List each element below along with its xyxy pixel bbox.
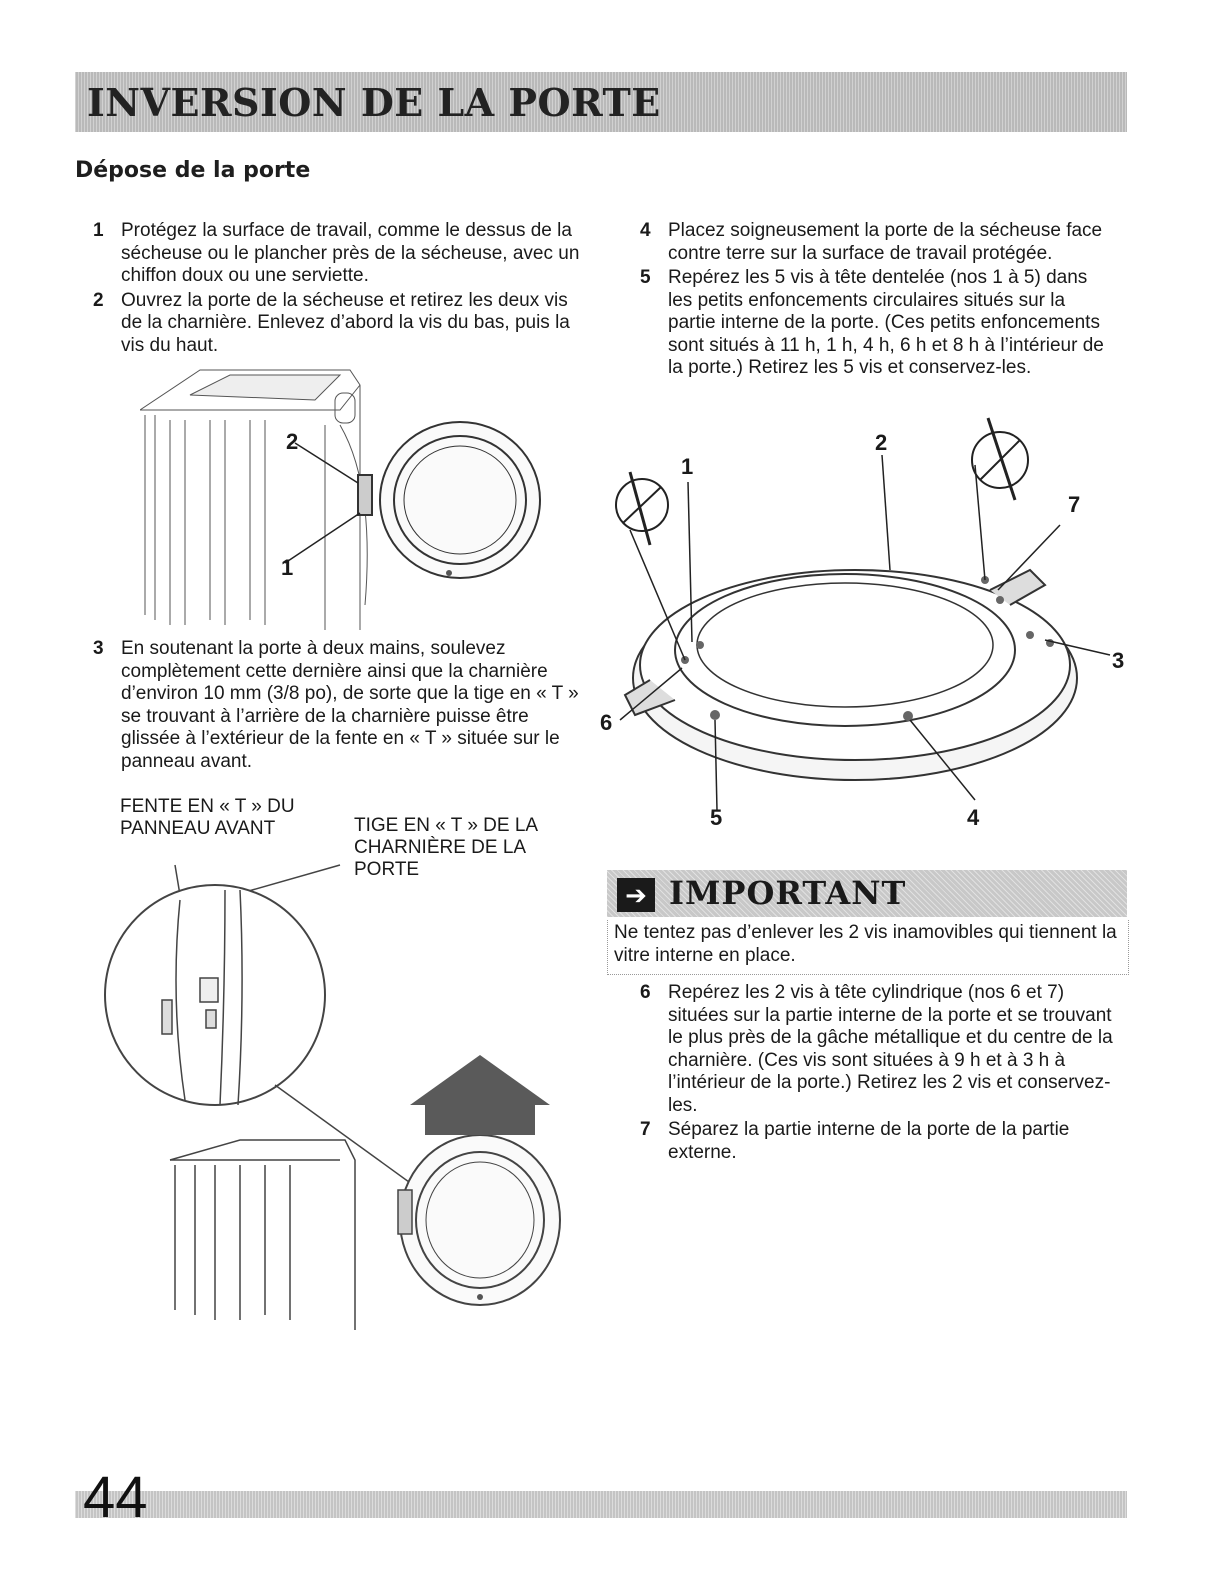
step-text: Placez soigneusement la porte de la sécheuse face contre terre sur la surface de travail protégée. xyxy=(668,220,1103,264)
step-item xyxy=(640,220,1110,265)
leader-line xyxy=(275,1085,420,1190)
page-number: 44 xyxy=(83,1465,148,1530)
step-number: 3 xyxy=(93,638,104,659)
figure-t-slot-detail xyxy=(100,860,600,1330)
callout-1: 1 xyxy=(281,555,294,580)
step-item xyxy=(640,267,1110,380)
step-item xyxy=(640,1119,1120,1164)
step-number: 7 xyxy=(640,1119,651,1140)
callout-1: 1 xyxy=(681,454,694,479)
callout-3: 3 xyxy=(1112,648,1125,673)
arrow-right-icon: ➔ xyxy=(617,878,655,912)
door-screws-illustration xyxy=(590,410,1130,840)
callout-2: 2 xyxy=(286,429,299,454)
no-symbol-icon xyxy=(972,418,1028,500)
leader-line xyxy=(285,513,360,563)
step-number: 4 xyxy=(640,220,651,241)
callout-4: 4 xyxy=(967,805,980,830)
label-t-stem: TIGE EN « T » DE LA CHARNIÈRE DE LA PORTE xyxy=(354,815,539,880)
leader-line xyxy=(882,455,890,570)
important-text: Ne tentez pas d’enlever les 2 vis inamovibles qui tiennent la vitre interne en place. xyxy=(607,920,1129,975)
label-t-slot: FENTE EN « T » DU PANNEAU AVANT xyxy=(120,796,295,839)
important-banner xyxy=(607,870,1127,917)
step-number: 2 xyxy=(93,289,104,311)
callout-6: 6 xyxy=(600,710,613,735)
footer-bar xyxy=(75,1491,1127,1518)
step-item xyxy=(93,290,583,358)
t-slot-illustration xyxy=(100,860,600,1330)
screw-dot xyxy=(477,1294,483,1300)
step-text: Repérez les 2 vis à tête cylindrique (nos 6 et 7) situées sur la partie interne de la porte et se trouvant le plus près de la gâche métallique et du centre de la charnière. (Ces vis sont situées à 9 h et à 3 h à l’intérieur de la porte.) Retirez les 2 vis et conservez-les. xyxy=(668,982,1113,1116)
steps-left-mid xyxy=(93,638,583,775)
step-text: Séparez la partie interne de la porte de la partie externe. xyxy=(668,1119,1070,1163)
title-banner xyxy=(75,72,1127,132)
page-title: INVERSION DE LA PORTE xyxy=(87,79,661,125)
important-title: IMPORTANT xyxy=(669,874,907,912)
no-symbol-icon xyxy=(616,472,668,545)
step-item xyxy=(93,220,583,288)
step-item xyxy=(93,638,583,773)
step-text: En soutenant la porte à deux mains, soulevez complètement cette dernière ainsi que la charnière d’environ 10 mm (3/8 po), de sorte que la tige en « T » se trouvant à l’arrière de la charnière puisse être glissée à l’extérieur de la fente en « T » située sur le panneau avant. xyxy=(121,638,579,772)
section-title: Dépose de la porte xyxy=(75,158,311,183)
step-item xyxy=(640,982,1120,1117)
steps-left-top xyxy=(93,220,583,359)
figure-dryer-open-door xyxy=(140,365,560,630)
callout-7: 7 xyxy=(1068,492,1081,517)
screw-dot xyxy=(446,570,452,576)
steps-right-top xyxy=(640,220,1110,382)
steps-right-bottom xyxy=(640,982,1120,1166)
up-arrow-icon xyxy=(410,1055,550,1135)
leader-line xyxy=(295,443,358,483)
step-text: Ouvrez la porte de la sécheuse et retirez les deux vis de la charnière. Enlevez d’abord la vis du bas, puis la vis du haut. xyxy=(121,289,570,356)
callout-5: 5 xyxy=(710,805,723,830)
step-number: 6 xyxy=(640,982,651,1003)
step-text: Repérez les 5 vis à tête dentelée (nos 1 à 5) dans les petits enfoncements circulaires situés sur la partie interne de la porte. (Ces petits enfoncements sont situés à 11 h, 1 h, 4 h, 6 h et 8 h à l’intérieur de la porte.) Retirez les 5 vis et conservez-les. xyxy=(668,267,1104,378)
dryer-open-door-illustration xyxy=(140,365,560,630)
step-number: 1 xyxy=(93,220,104,241)
step-text: Protégez la surface de travail, comme le dessus de la sécheuse ou le plancher près de la sécheuse, avec un chiffon doux ou une serviette. xyxy=(121,220,580,286)
step-number: 5 xyxy=(640,267,651,288)
callout-2: 2 xyxy=(875,430,888,455)
figure-door-screws xyxy=(590,410,1130,840)
